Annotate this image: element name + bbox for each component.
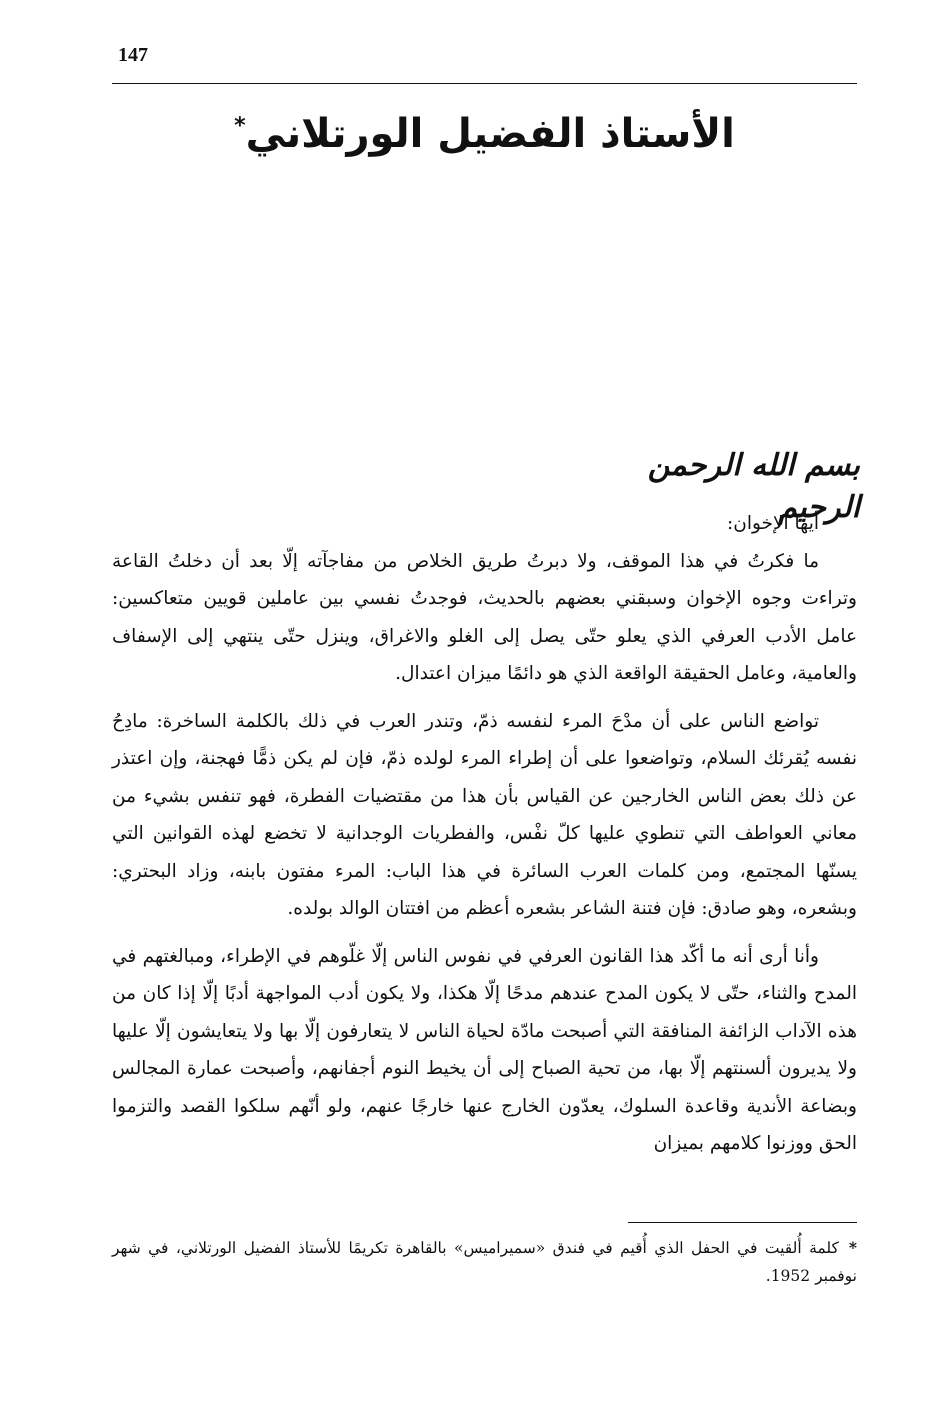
paragraph-1: ما فكرتُ في هذا الموقف، ولا دبرتُ طريق الخلاص من مفاجآته إلّا بعد أن دخلتُ القاعة وتراءت وجوه الإخوان وسبقني بعضهم بالحديث، فوجدتُ نفسي بين عاملين قويين متعاكسين: عامل الأدب العرفي الذي يعلو حتّى يصل إلى الغلو والاغراق، وينزل حتّى ينتهي إلى الإسفاف والعامية، وعامل الحقيقة الواقعة الذي هو دائمًا ميزان اعتدال. xyxy=(112,550,857,684)
footnote xyxy=(112,1234,857,1290)
salutation: أيها الإخوان: xyxy=(727,513,819,534)
body-text xyxy=(112,505,857,1163)
paragraph-3: وأنا أرى أنه ما أكّد هذا القانون العرفي في نفوس الناس إلّا غلّوهم في الإطراء، ومبالغتهم في المدح والثناء، حتّى لا يكون المدح عندهم مدحًا إلّا هكذا، ولا يكون أدب المواجهة أدبًا إلّا إذا كان من هذه الآداب الزائفة المنافقة التي أصبحت مادّة لحياة الناس لا يتعارفون إلّا بها ولا يتعايشون إلّا عليها ولا يديرون ألسنتهم إلّا بها، من تحية الصباح إلى أن يخيط النوم أجفانهم، وأصبحت عمارة المجالس وبضاعة الأندية وقاعدة السلوك، يعدّون الخارج عنها خارجًا عنهم، ولو أنّهم سلكوا القصد والتزموا الحق ووزنوا كلامهم بميزان xyxy=(112,945,857,1154)
footnote-marker: * xyxy=(848,1238,857,1257)
paragraph-2: تواضع الناس على أن مدْحَ المرء لنفسه ذمّ، وتندر العرب في ذلك بالكلمة الساخرة: مادِحُ نفسه يُقرئك السلام، وتواضعوا على أن إطراء المرء لولده ذمّ، فإن لم يكن ذمًّا فهجنة، وإن اعتذر عن ذلك بعض الناس الخارجين عن القياس بأن هذا من مقتضيات الفطرة، فهو تنفس بشيء من معاني العواطف التي تنطوي عليها كلّ نفْس، والفطريات الوجدانية لا تخضع لهذه القوانين التي يسنّها المجتمع، ومن كلمات العرب السائرة في هذا الباب: المرء مفتون بابنه، وزاد البحتري: وبشعره، وهو صادق: فإن فتنة الشاعر بشعره أعظم من افتتان الوالد بولده. xyxy=(112,710,857,919)
page-number: 147 xyxy=(118,44,148,66)
basmala: بسم الله الرحمن الرحيم xyxy=(647,448,860,525)
page-title xyxy=(112,108,857,160)
header-rule xyxy=(112,83,857,84)
title-footnote-marker: * xyxy=(234,113,246,139)
footnote-text: كلمة أُلقيت في الحفل الذي أُقيم في فندق «سميراميس» بالقاهرة تكريمًا للأستاذ الفضيل الورتلاني، في شهر نوفمبر 1952. xyxy=(112,1239,857,1285)
title-text: الأستاذ الفضيل الورتلاني xyxy=(245,111,735,157)
footnote-rule xyxy=(628,1222,857,1223)
